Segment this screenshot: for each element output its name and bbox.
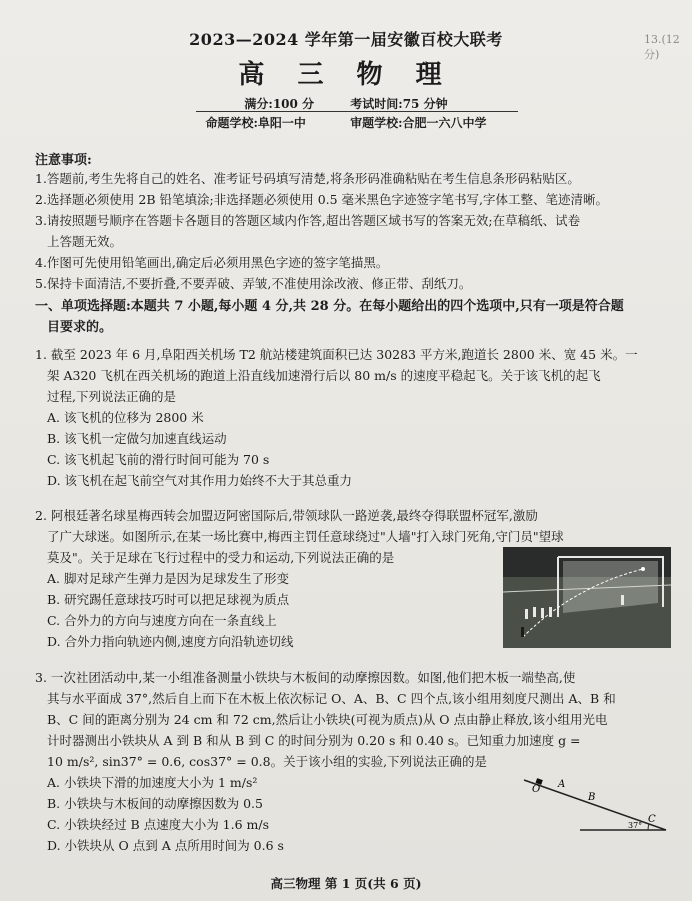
question-text: B、C 间的距离分别为 24 cm 和 72 cm,然后让小铁块(可视为质点)从 O 点由静止释放,该小组用光电 [47, 712, 608, 727]
option: D. 该飞机在起飞前空气对其作用力始终不大于其总重力 [47, 473, 353, 488]
notice-item: 4.作图可先使用铅笔画出,确定后必须用黑色字迹的签字笔描黑。 [35, 255, 389, 270]
section-line: 一、单项选择题:本题共 7 小题,每小题 4 分,共 28 分。在每小题给出的四个选项中,只有一项是符合题 [35, 299, 624, 314]
option: C. 合外力的方向与速度方向在一条直线上 [47, 613, 277, 628]
exam-time: 考试时间:75 分钟 [350, 97, 448, 111]
school-info [0, 114, 692, 131]
section-line: 目要求的。 [47, 320, 113, 335]
reviewer-school: 审题学校:合肥一六八中学 [350, 116, 487, 130]
option: B. 该飞机一定做匀加速直线运动 [47, 431, 227, 446]
subject-title: 高 三 物 理 [238, 60, 454, 90]
notice-item: 1.答题前,考生先将自己的姓名、准考证号码填写清楚,将条形码准确粘贴在考生信息条形码粘贴区。 [35, 171, 580, 186]
setter-school: 命题学校:阜阳一中 [205, 116, 306, 130]
exam-title: 2023—2024 学年第一届安徽百校大联考 [189, 30, 503, 49]
header-divider [196, 111, 518, 112]
notice-item: 2.选择题必须使用 2B 铅笔填涂;非选择题必须使用 0.5 毫米黑色字迹签字笔书写,字体工整、笔迹清晰。 [35, 192, 609, 207]
corner-fragment: 13.(12分) [644, 33, 680, 61]
section-heading [35, 296, 675, 338]
soccer-scene-icon [503, 547, 671, 648]
question-text: 过程,下列说法正确的是 [47, 389, 176, 404]
point-B-label: B [588, 792, 596, 803]
angle-label: 37° [628, 821, 643, 830]
option: D. 小铁块从 O 点到 A 点所用时间为 0.6 s [47, 838, 284, 853]
exam-info [0, 95, 692, 112]
soccer-photo [503, 547, 671, 648]
point-O-label: O [532, 784, 541, 795]
page-footer: 高三物理 第 1 页(共 6 页) [270, 876, 422, 891]
question-1 [35, 344, 675, 491]
option: C. 小铁块经过 B 点速度大小为 1.6 m/s [47, 817, 270, 832]
question-text: 1. 截至 2023 年 6 月,阜阳西关机场 T2 航站楼建筑面积已达 30283 平方米,跑道长 2800 米、宽 45 米。一 [35, 347, 638, 362]
notice-title: 注意事项: [35, 153, 92, 168]
option: A. 脚对足球产生弹力是因为足球发生了形变 [47, 571, 289, 586]
notice-item: 3.请按照题号顺序在答题卡各题目的答题区域内作答,超出答题区域书写的答案无效;在草稿纸、试卷 [35, 213, 581, 228]
incline-diagram [520, 770, 670, 836]
option: A. 该飞机的位移为 2800 米 [47, 410, 204, 425]
point-C-label: C [648, 814, 656, 825]
question-text: 计时器测出小铁块从 A 到 B 和从 B 到 C 的时间分别为 0.20 s 和 0.40 s。已知重力加速度 g = [47, 733, 581, 748]
option: B. 小铁块与木板间的动摩擦因数为 0.5 [47, 796, 263, 811]
question-text: 了广大球迷。如图所示,在某一场比赛中,梅西主罚任意球绕过"人墙"打入球门死角,守门员"望球 [47, 529, 564, 544]
question-text: 其与水平面成 37°,然后自上而下在木板上依次标记 O、A、B、C 四个点,该小组用刻度尺测出 A、B 和 [47, 691, 616, 706]
option: D. 合外力指向轨迹内侧,速度方向沿轨迹切线 [47, 634, 294, 649]
notice-list [35, 168, 675, 294]
option: A. 小铁块下滑的加速度大小为 1 m/s² [47, 775, 258, 790]
option: B. 研究踢任意球技巧时可以把足球视为质点 [47, 592, 290, 607]
option: C. 该飞机起飞前的滑行时间可能为 70 s [47, 452, 270, 467]
question-text: 架 A320 飞机在西关机场的跑道上沿直线加速滑行后以 80 m/s 的速度平稳起飞。关于该飞机的起飞 [47, 368, 601, 383]
point-A-label: A [558, 779, 566, 790]
question-text: 3. 一次社团活动中,某一小组准备测量小铁块与木板间的动摩擦因数。如图,他们把木板一端垫高,使 [35, 670, 576, 685]
notice-item: 5.保持卡面清洁,不要折叠,不要弄破、弄皱,不准使用涂改液、修正带、刮纸刀。 [35, 276, 472, 291]
question-text: 10 m/s², sin37° = 0.6, cos37° = 0.8。关于该小组的实验,下列说法正确的是 [47, 754, 488, 769]
full-score: 满分:100 分 [244, 97, 315, 111]
notice-item: 上答题无效。 [47, 234, 123, 249]
question-text: 2. 阿根廷著名球星梅西转会加盟迈阿密国际后,带领球队一路逆袭,最终夺得联盟杯冠军,激励 [35, 508, 538, 523]
question-text: 莫及"。关于足球在飞行过程中的受力和运动,下列说法正确的是 [47, 550, 395, 565]
